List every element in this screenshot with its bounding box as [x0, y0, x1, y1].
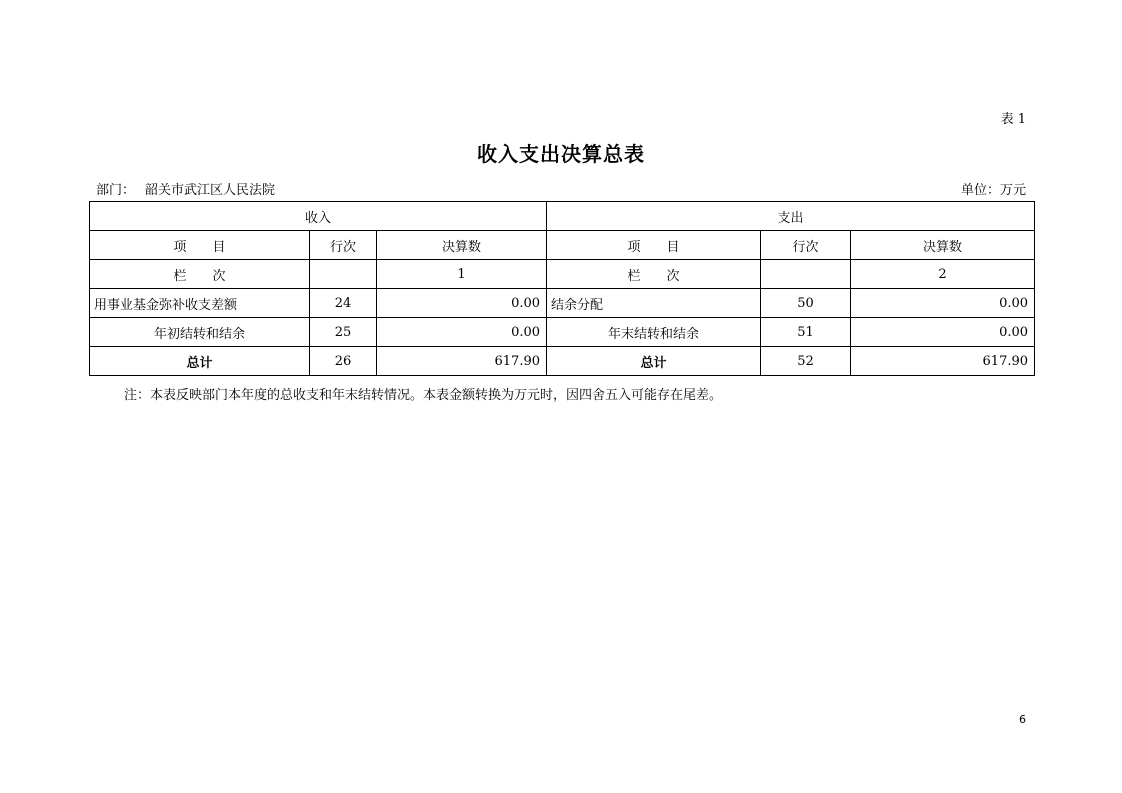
department-label: 部门： — [96, 183, 136, 198]
expense-line-no: 50 — [761, 289, 851, 318]
income-expense-summary-table — [89, 201, 1035, 376]
income-item: 年初结转和结余 — [90, 318, 310, 347]
income-amount: 0.00 — [377, 318, 547, 347]
table-row — [90, 289, 1035, 318]
header-amount-expense: 决算数 — [851, 231, 1035, 260]
table-number: 表 1 — [1000, 112, 1026, 127]
table-note: 注：本表反映部门本年度的总收支和年末结转情况。本表金额转换为万元时，因四舍五入可能存在尾差。 — [124, 388, 723, 403]
income-total-amount: 617.90 — [377, 347, 547, 376]
department-line — [96, 179, 275, 198]
income-total-label: 总计 — [90, 347, 310, 376]
section-expense: 支出 — [547, 202, 1035, 231]
section-header-row — [90, 202, 1035, 231]
header-item-income: 项 目 — [90, 231, 310, 260]
section-income: 收入 — [90, 202, 547, 231]
column-index-row — [90, 260, 1035, 289]
unit-label: 单位：万元 — [960, 183, 1026, 198]
column-index-cell — [310, 260, 377, 289]
header-line-expense: 行次 — [761, 231, 851, 260]
income-line-no: 25 — [310, 318, 377, 347]
column-index-label: 栏 次 — [547, 260, 761, 289]
header-line-income: 行次 — [310, 231, 377, 260]
income-line-no: 24 — [310, 289, 377, 318]
department-name: 韶关市武江区人民法院 — [145, 183, 276, 198]
column-index-cell: 1 — [377, 260, 547, 289]
income-item: 用事业基金弥补收支差额 — [90, 289, 310, 318]
header-item-expense: 项 目 — [547, 231, 761, 260]
income-total-line-no: 26 — [310, 347, 377, 376]
column-header-row — [90, 231, 1035, 260]
income-amount: 0.00 — [377, 289, 547, 318]
total-row — [90, 347, 1035, 376]
expense-line-no: 51 — [761, 318, 851, 347]
expense-total-amount: 617.90 — [851, 347, 1035, 376]
column-index-cell: 2 — [851, 260, 1035, 289]
table-row — [90, 318, 1035, 347]
expense-item: 年末结转和结余 — [547, 318, 761, 347]
header-amount-income: 决算数 — [377, 231, 547, 260]
expense-amount: 0.00 — [851, 289, 1035, 318]
expense-total-line-no: 52 — [761, 347, 851, 376]
page-title: 收入支出决算总表 — [477, 142, 645, 166]
expense-total-label: 总计 — [547, 347, 761, 376]
column-index-cell — [761, 260, 851, 289]
expense-item: 结余分配 — [547, 289, 761, 318]
page-number: 6 — [1019, 713, 1026, 726]
column-index-label: 栏 次 — [90, 260, 310, 289]
expense-amount: 0.00 — [851, 318, 1035, 347]
